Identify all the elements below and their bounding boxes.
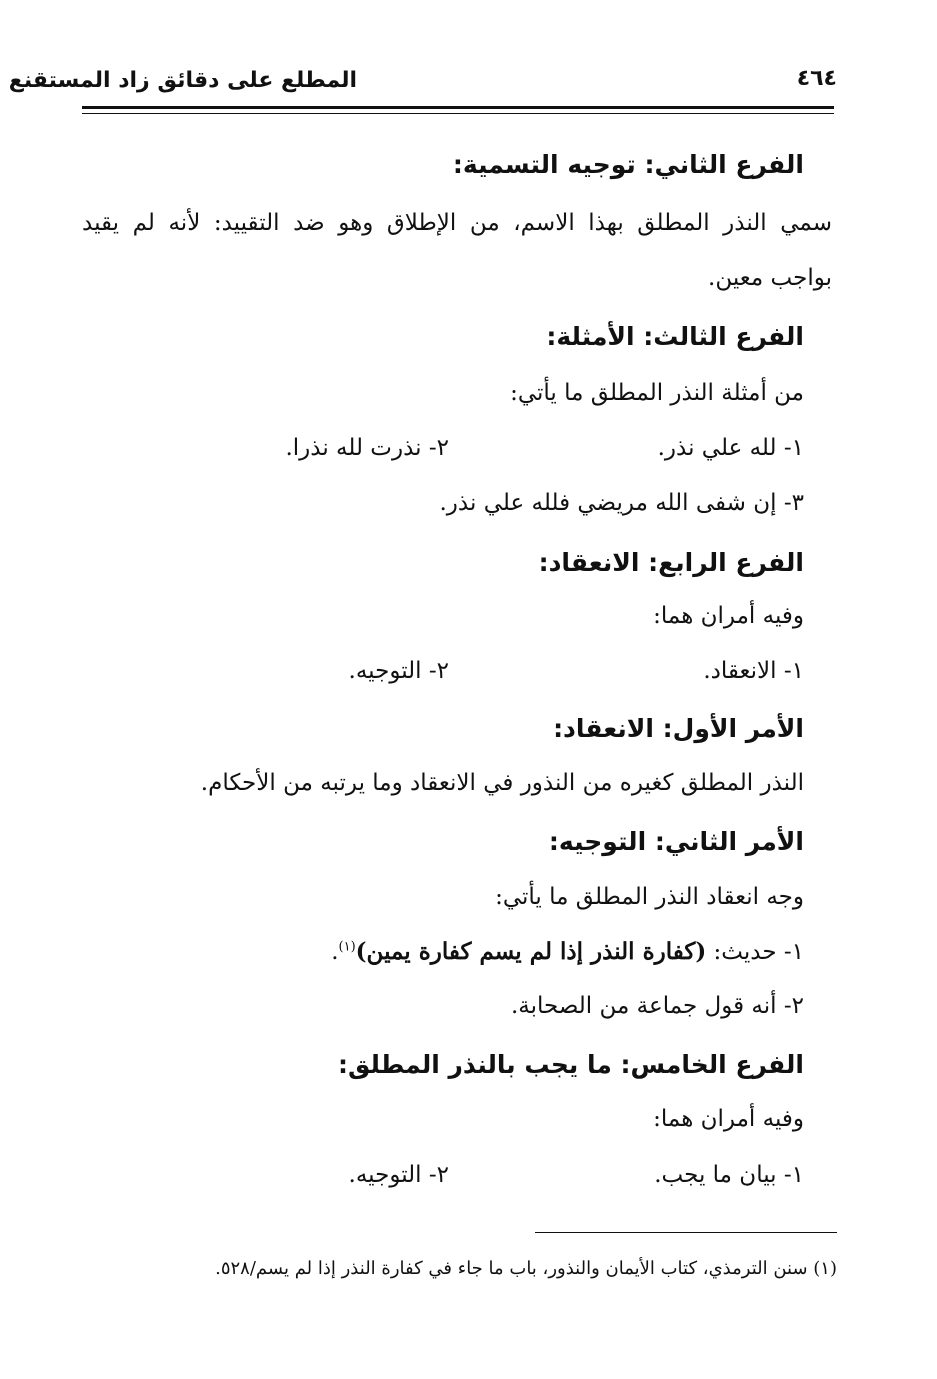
heading-matter-1: الأمر الأول: الانعقاد: [553,714,804,743]
paragraph-naming-line-1: سمي النذر المطلق بهذا الاسم، من الإطلاق وهو ضد التقييد: لأنه لم يقيد [82,210,832,236]
footnote-1: (١) سنن الترمذي، كتاب الأيمان والنذور، باب ما جاء في كفارة النذر إذا لم يسم/٥٢٨. [215,1258,837,1279]
examples-intro: من أمثلة النذر المطلق ما يأتي: [510,380,804,406]
example-1: ١- لله علي نذر. [657,435,804,461]
paragraph-matter-2-intro: وجه انعقاد النذر المطلق ما يأتي: [495,884,804,910]
footnote-reference: (١) [338,939,356,955]
page-number: ٤٦٤ [796,66,837,91]
header-rule-thin [82,113,834,114]
two-matters-intro-b: وفيه أمران هما: [653,1106,804,1132]
example-2: ٢- نذرت لله نذرا. [285,435,449,461]
paragraph-matter-1: النذر المطلق كغيره من النذور في الانعقاد وما يرتبه من الأحكام. [200,770,804,796]
heading-branch-4: الفرع الرابع: الانعقاد: [538,548,804,577]
footnote-separator [535,1232,837,1233]
two-matters-intro-a: وفيه أمران هما: [653,603,804,629]
matter-b1: ١- بيان ما يجب. [654,1162,804,1188]
paragraph-naming-line-2: بواجب معين. [708,265,832,291]
reason-1 [331,938,804,965]
header-rule-thick [82,106,834,109]
hadith-quote: (كفارة النذر إذا لم يسم كفارة يمين) [355,938,707,965]
reason-1-end: . [331,939,339,965]
heading-branch-3: الفرع الثالث: الأمثلة: [546,322,804,351]
matter-a1: ١- الانعقاد. [703,658,804,684]
reason-2: ٢- أنه قول جماعة من الصحابة. [510,993,804,1019]
matter-b2: ٢- التوجيه. [348,1162,449,1188]
example-3: ٣- إن شفى الله مريضي فلله علي نذر. [439,490,804,516]
reason-1-prefix: ١- حديث: [706,939,804,965]
heading-matter-2: الأمر الثاني: التوجيه: [548,827,804,856]
heading-branch-2: الفرع الثاني: توجيه التسمية: [452,150,804,179]
heading-branch-5: الفرع الخامس: ما يجب بالنذر المطلق: [337,1050,804,1079]
running-header-title: المطلع على دقائق زاد المستقنع [8,68,357,93]
matter-a2: ٢- التوجيه. [348,658,449,684]
